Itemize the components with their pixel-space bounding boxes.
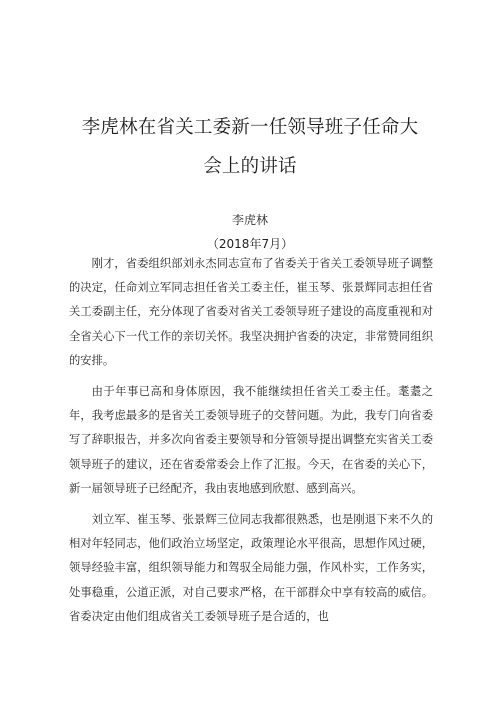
author-name: 李虎林 xyxy=(231,213,268,227)
title-line-2: 会上的讲话 xyxy=(203,156,297,177)
paragraph-2: 由于年事已高和身体原因，我不能继续担任省关工委主任。耄耋之年，我考虑最多的是省关工委领导班子的交替问题。为此，我专门向省委写了辞职报告，并多次向省委主要领导和分管领导提出调整充实省关工委领导班子的建议，还在省委常委会上作了汇报。今天，在省委的关心下，新一届领导班子已经配齐，我由衷地感到欣慰、感到高兴。 xyxy=(69,385,433,495)
speech-date: （2018年7月） xyxy=(206,237,294,251)
paragraph-1: 刚才，省委组织部刘永杰同志宣布了省委关于省关工委领导班子调整的决定，任命刘立军同志担任省关工委主任，崔玉琴、张景辉同志担任省关工委副主任，充分体现了省委对省关工委领导班子建设的高度重视和对全省关心下一代工作的亲切关怀。我坚决拥护省委的决定，非常赞同组织的安排。 xyxy=(69,257,433,367)
paragraph-3: 刘立军、崔玉琴、张景辉三位同志我都很熟悉，也是刚退下来不久的相对年轻同志，他们政治立场坚定，政策理论水平很高，思想作风过硬，领导经验丰富，组织领导能力和驾驭全局能力强，作风朴实，工作务实，处事稳重，公道正派，对自己要求严格，在干部群众中享有较高的威信。省委决定由他们组成省关工委领导班子是合适的，也 xyxy=(69,513,433,623)
speech-body xyxy=(69,252,433,636)
title-line-1: 李虎林在省关工委新一任领导班子任命大 xyxy=(81,117,419,138)
